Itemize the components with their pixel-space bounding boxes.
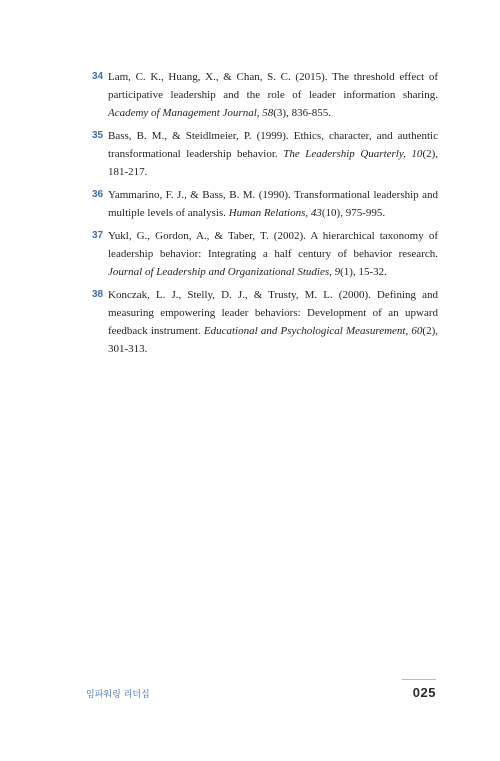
reference-text-segment: Bass, B. M., & Steidlmeier, P. (1999). Ethics, character, and authentic transformational leadership behavior. [108, 130, 438, 160]
reference-item [92, 127, 438, 181]
reference-source-italic: Human Relations, 43 [228, 207, 322, 219]
reference-source-italic: The Leadership Quarterly, 10 [283, 148, 423, 160]
page-footer [86, 683, 436, 707]
reference-text [108, 289, 438, 355]
reference-text-segment: (1), 15-32. [340, 266, 387, 278]
reference-number: 36 [92, 189, 104, 200]
reference-number: 38 [92, 289, 104, 300]
reference-text [108, 230, 438, 278]
reference-source-italic: Academy of Management Journal, 58 [108, 107, 274, 119]
reference-item [92, 186, 438, 222]
reference-text-segment: (2), 301-313. [108, 325, 438, 355]
reference-number: 35 [92, 130, 104, 141]
reference-number: 34 [92, 71, 104, 82]
reference-source-italic: Educational and Psychological Measurement, 60 [203, 325, 423, 337]
reference-text-segment: (10), 975-995. [321, 207, 386, 219]
reference-text [108, 130, 438, 178]
reference-text [108, 189, 438, 219]
reference-text [108, 71, 438, 119]
reference-text-segment: Konczak, L. J., Stelly, D. J., & Trusty, M. L. (2000). Defining and measuring empowering leader behaviors: Development of an upward feedback instrument. [108, 289, 438, 337]
page-number: 025 [412, 685, 436, 700]
reference-text-segment: (2), 181-217. [108, 148, 439, 178]
reference-list [92, 68, 438, 363]
reference-source-italic: Journal of Leadership and Organizational Studies, 9 [108, 266, 341, 278]
page-number-rule [402, 679, 436, 680]
reference-item [92, 286, 438, 358]
reference-item [92, 227, 438, 281]
reference-text-segment: Lam, C. K., Huang, X., & Chan, S. C. (2015). The threshold effect of participative leadership and the role of leader information sharing. [108, 71, 438, 101]
reference-text-segment: Yammarino, F. J., & Bass, B. M. (1990). Transformational leadership and multiple levels of analysis. [108, 189, 438, 219]
book-title: 임파워링 리더십 [86, 690, 150, 700]
reference-text-segment: Yukl, G., Gordon, A., & Taber, T. (2002). A hierarchical taxonomy of leadership behavior: Integrating a half century of behavior research. [108, 230, 438, 260]
reference-item [92, 68, 438, 122]
reference-number: 37 [92, 230, 104, 241]
reference-text-segment: (3), 836-855. [273, 107, 332, 119]
